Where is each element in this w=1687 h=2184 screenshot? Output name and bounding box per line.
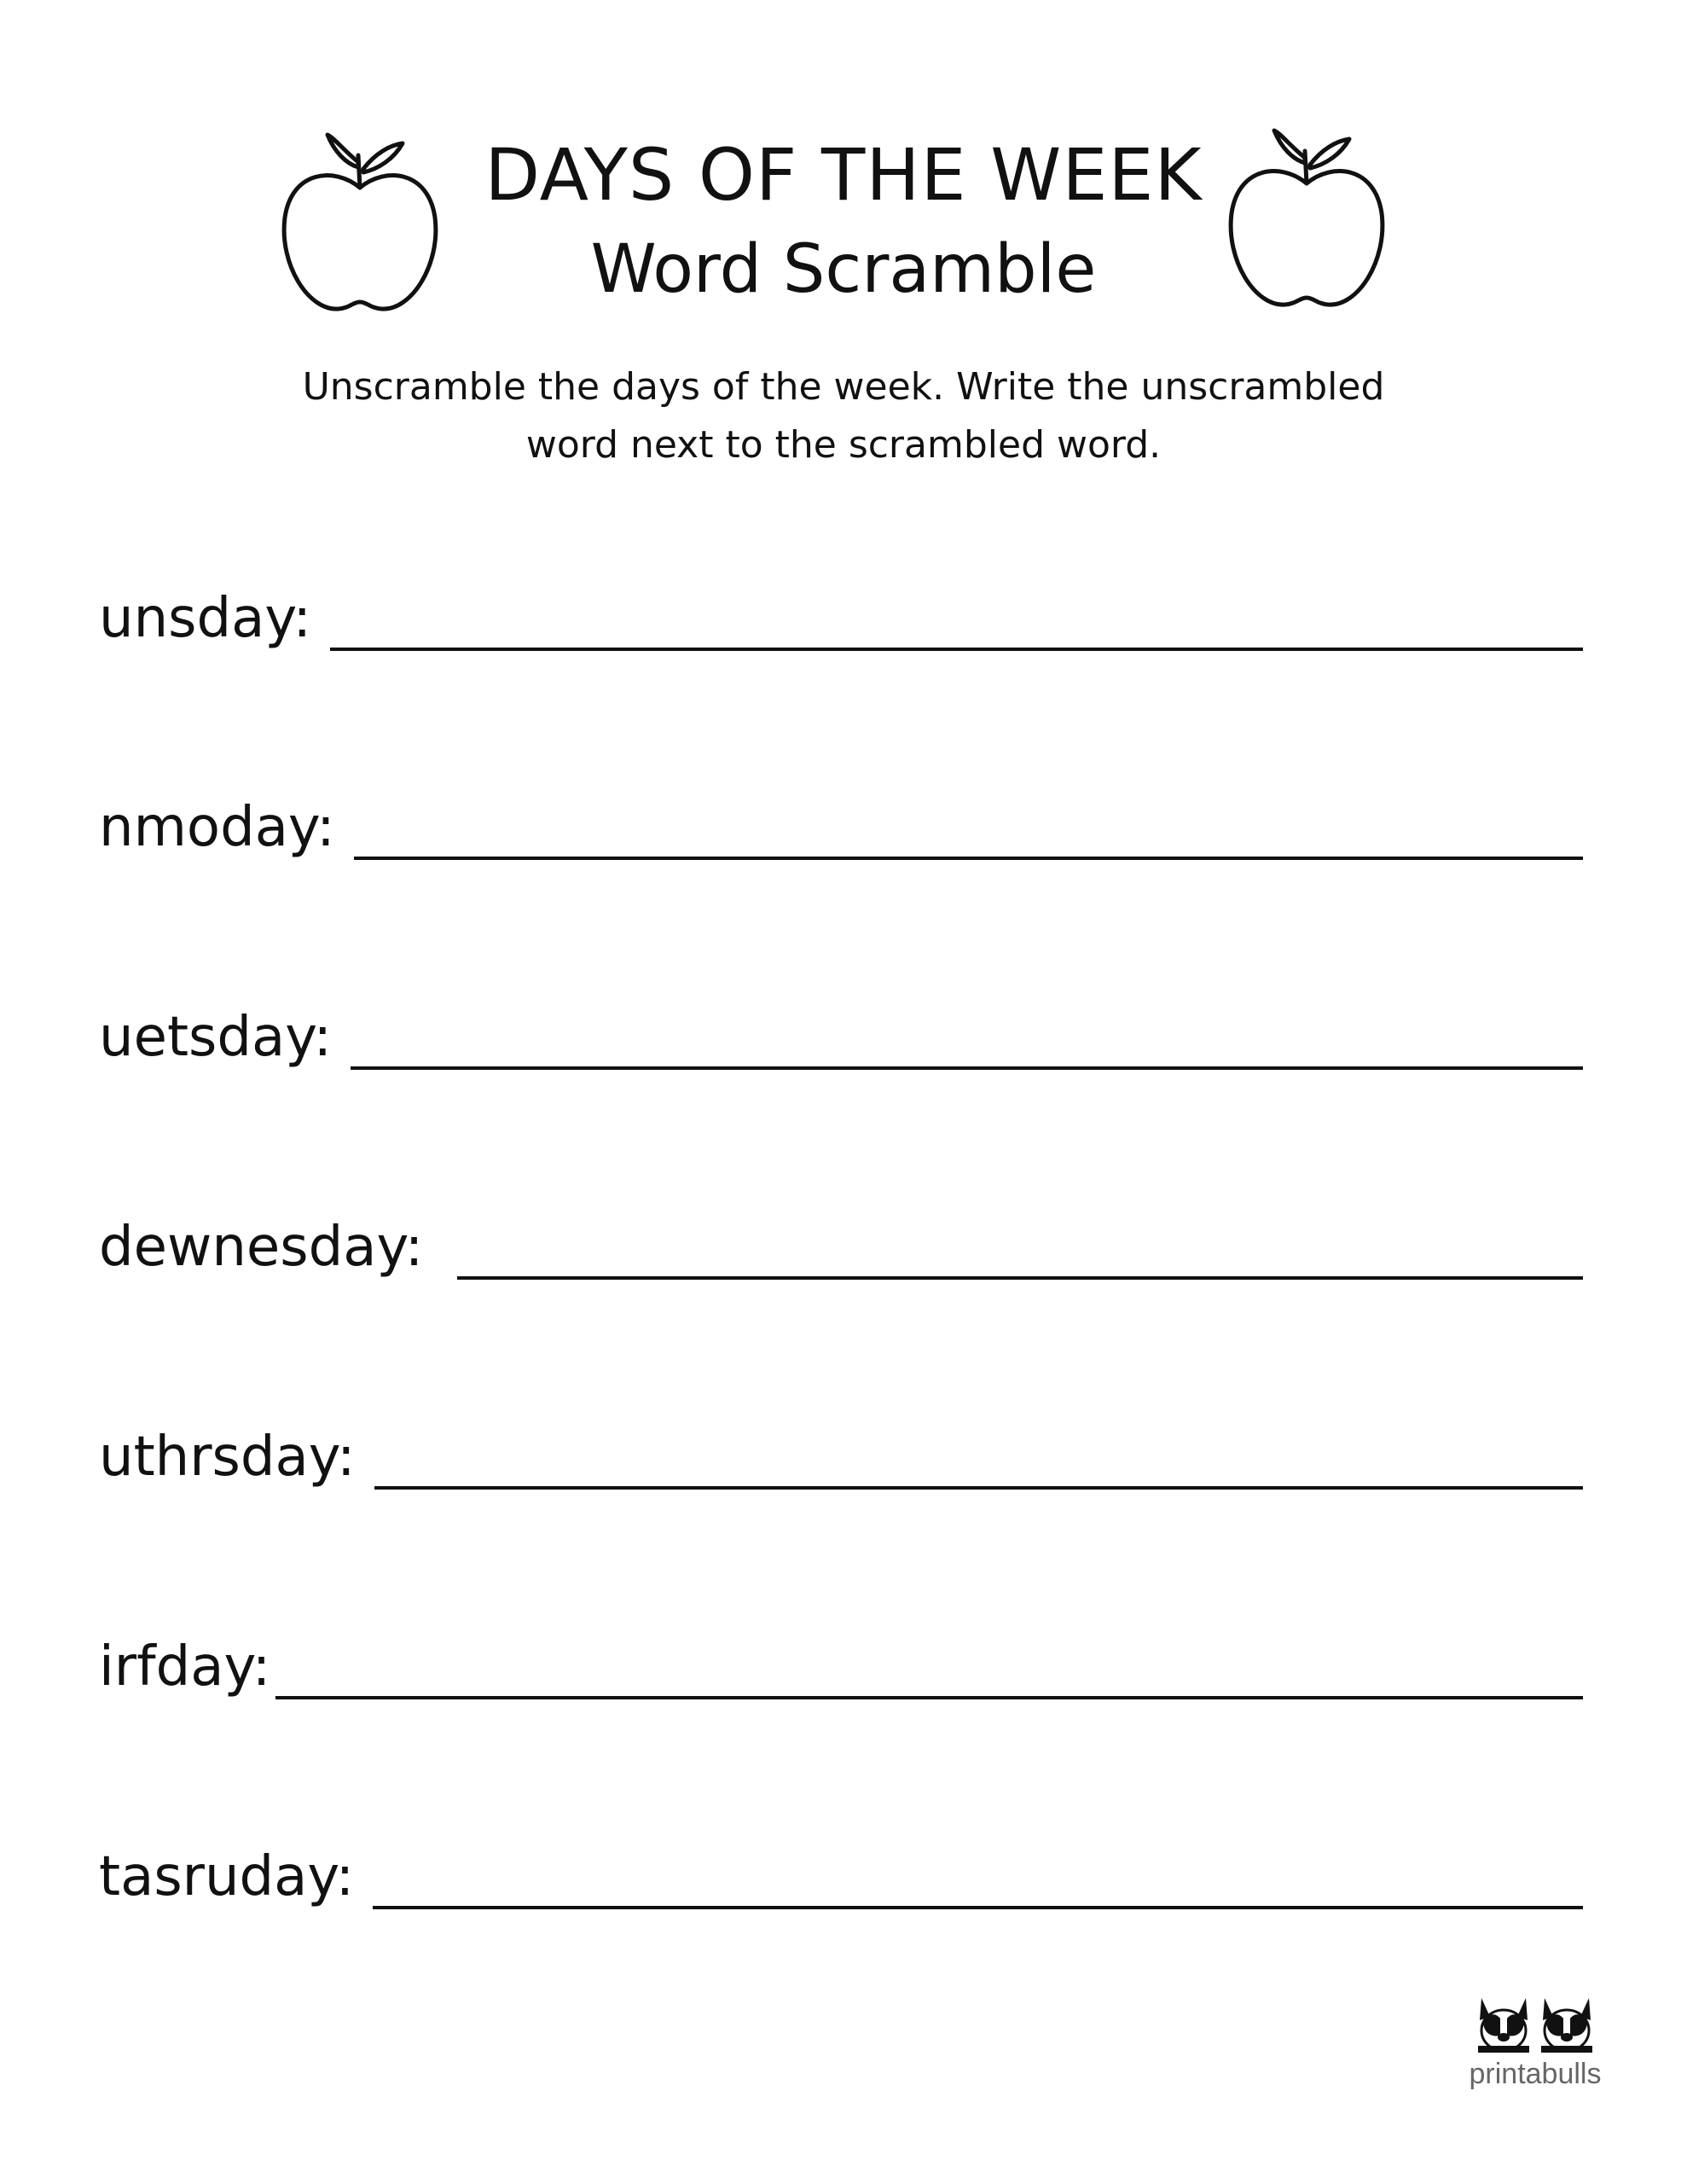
answer-line[interactable] (354, 857, 1583, 860)
answer-line[interactable] (457, 1276, 1583, 1280)
answer-line[interactable] (373, 1906, 1583, 1909)
scrambled-word: irfday: (99, 1635, 271, 1699)
scrambled-word: unsday: (99, 587, 312, 650)
printabulls-logo (1450, 1995, 1620, 2123)
answer-line[interactable] (374, 1486, 1584, 1490)
scramble-row (99, 576, 1583, 653)
logo-brand-text: printabulls (1469, 2058, 1602, 2090)
scramble-row (99, 785, 1583, 862)
scrambled-word: dewnesday: (99, 1216, 424, 1279)
scramble-row (99, 1414, 1583, 1491)
scrambled-word: uetsday: (99, 1006, 332, 1069)
scrambled-word: tasruday: (99, 1845, 355, 1908)
page-subtitle: Word Scramble (590, 231, 1097, 308)
scramble-row (99, 1624, 1583, 1701)
instructions (246, 358, 1441, 474)
logo-dogs (1450, 1995, 1620, 2054)
instructions-line-1: Unscramble the days of the week. Write the unscrambled (302, 365, 1385, 409)
scramble-row (99, 995, 1583, 1072)
scramble-row (99, 1205, 1583, 1281)
scrambled-word: nmoday: (99, 796, 335, 859)
answer-line[interactable] (351, 1066, 1583, 1070)
answer-line[interactable] (330, 648, 1583, 651)
bulldog-icon (1538, 1995, 1596, 2054)
scramble-row (99, 1834, 1583, 1911)
answer-line[interactable] (275, 1696, 1583, 1699)
bulldog-icon (1475, 1995, 1533, 2054)
page-title: DAYS OF THE WEEK (484, 133, 1203, 217)
instructions-line-2: word next to the scrambled word. (525, 423, 1162, 467)
scrambled-word: uthrsday: (99, 1426, 356, 1489)
